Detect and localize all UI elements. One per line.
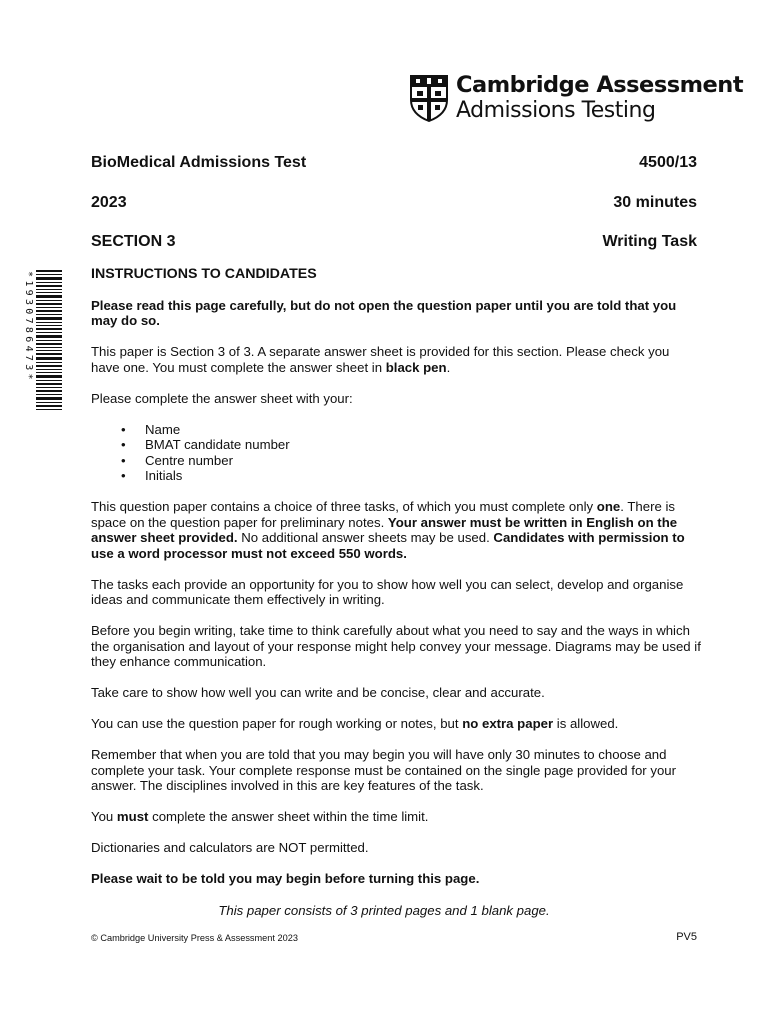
section-label: SECTION 3 <box>91 233 176 250</box>
footer-code: PV5 <box>676 931 697 943</box>
instructions-section-info: This paper is Section 3 of 3. A separate answer sheet is provided for this section. Please check you have one. You must complete the answer sheet in black pen. <box>91 344 670 375</box>
instructions-complete-sheet: Please complete the answer sheet with your: <box>91 390 353 406</box>
instructions-dictionaries: Dictionaries and calculators are NOT permitted. <box>91 840 369 855</box>
instructions-title: INSTRUCTIONS TO CANDIDATES <box>91 266 317 282</box>
barcode-bars <box>36 270 62 410</box>
instructions-opportunity: The tasks each provide an opportunity for you to show how well you can select, develop and organise ideas and communicate them effectively in writing. <box>91 576 684 607</box>
list-item: • BMAT candidate number <box>121 437 701 453</box>
copyright: © Cambridge University Press & Assessment 2023 <box>91 933 298 943</box>
instructions-tasks: This question paper contains a choice of three tasks, of which you must complete only one. There is space on the question paper for preliminary notes. Your answer must be written in English on the answer sheet provided. No additional answer sheets may be used. Candidates with permission to use a word processor must not exceed 550 words. <box>91 499 685 561</box>
instructions-must-complete: You must complete the answer sheet within the time limit. <box>91 809 429 824</box>
list-item: • Centre number <box>121 453 701 469</box>
answer-sheet-fields <box>91 422 701 484</box>
test-name: BioMedical Admissions Test <box>91 154 307 171</box>
instructions-wait: Please wait to be told you may begin before turning this page. <box>91 871 480 886</box>
list-item: • Name <box>121 422 701 438</box>
instructions-rough-work: You can use the question paper for rough working or notes, but no extra paper is allowed. <box>91 716 619 731</box>
instructions-read-carefully: Please read this page carefully, but do not open the question paper until you are told that you may do so. <box>91 297 677 328</box>
exam-duration: 30 minutes <box>613 194 697 211</box>
cambridge-shield-icon <box>409 74 449 122</box>
logo-subtitle: Admissions Testing <box>456 97 656 123</box>
instructions <box>91 267 701 902</box>
header-row-section <box>91 233 697 251</box>
barcode <box>24 270 62 410</box>
instructions-time-limit: Remember that when you are told that you may begin you will have only 30 minutes to choose and complete your task. Your complete response must be contained on the single page provided for your answer. The disciplines involved in this are key features of the task. <box>91 747 677 793</box>
header-row-year <box>91 194 697 212</box>
paper-code: 4500/13 <box>639 154 697 171</box>
instructions-take-care: Take care to show how well you can write and be concise, clear and accurate. <box>91 685 545 700</box>
exam-year: 2023 <box>91 194 127 211</box>
cambridge-logo <box>409 74 743 122</box>
instructions-before-writing: Before you begin writing, take time to think carefully about what you need to say and the ways in which the organisation and layout of your response might help convey your message. Diagrams may be used if they enhance communication. <box>91 623 701 669</box>
logo-title: Cambridge Assessment <box>456 72 744 98</box>
section-type: Writing Task <box>602 233 697 250</box>
header-row-test <box>91 154 697 172</box>
list-item: • Initials <box>121 468 701 484</box>
page-count-note: This paper consists of 3 printed pages and 1 blank page. <box>218 903 550 918</box>
barcode-digits: *1930786473* <box>23 271 34 383</box>
